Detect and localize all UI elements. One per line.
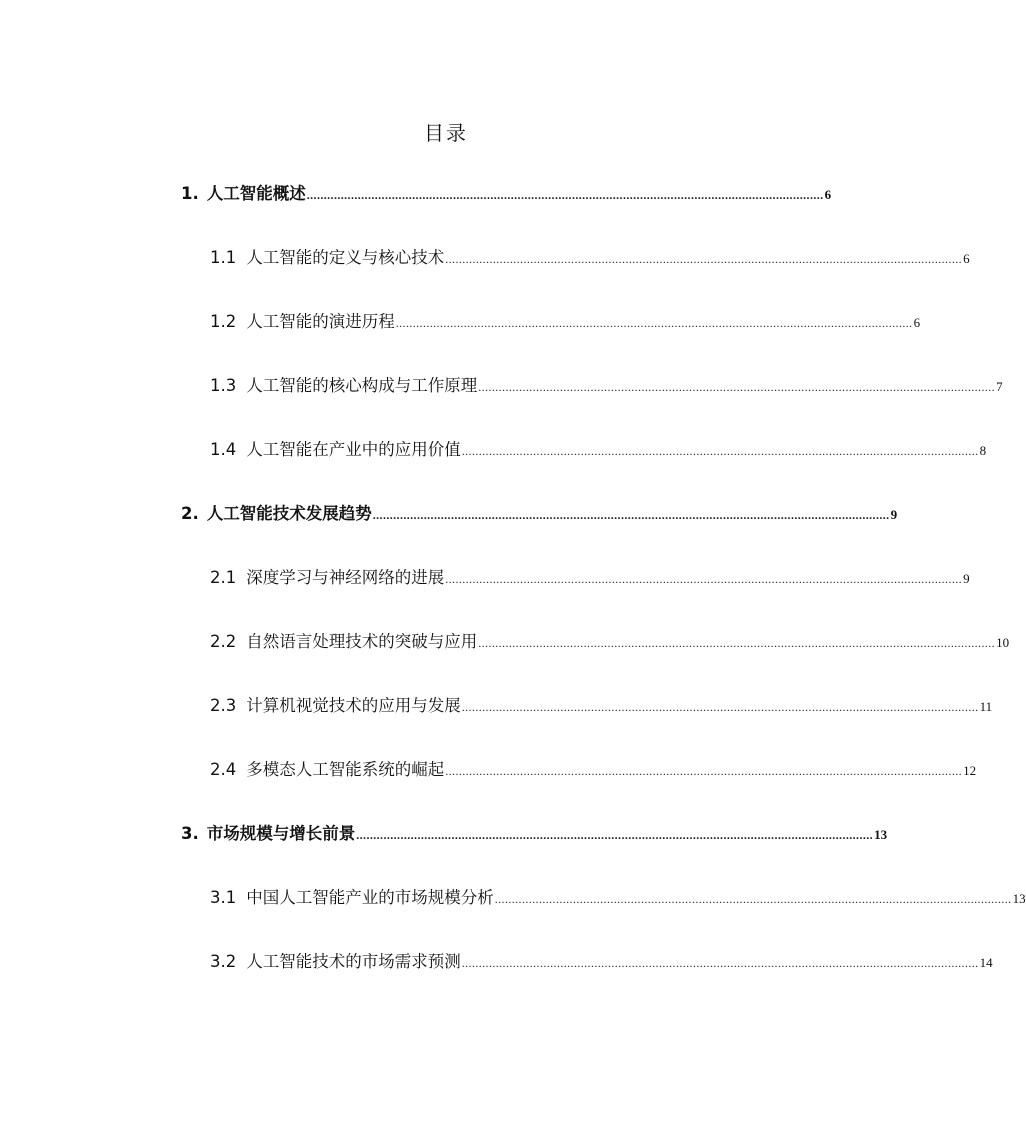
toc-entry-page: 10: [996, 635, 1010, 650]
toc-entry-2-4[interactable]: [210, 757, 977, 783]
toc-entry-1-3[interactable]: [210, 373, 1003, 399]
toc-entry-2-3[interactable]: [210, 693, 993, 719]
dot-leader: ........................................................................................................................................................: [356, 828, 874, 842]
toc-entry-number: 1.1: [210, 248, 237, 267]
toc-entry-3[interactable]: [181, 821, 888, 847]
toc-entry-title: 人工智能的演进历程: [246, 312, 395, 331]
page-title: 目录: [424, 121, 468, 145]
toc-entry-3-2[interactable]: [210, 949, 993, 975]
toc-entry-page: 9: [890, 507, 898, 522]
toc-entry-title: 计算机视觉技术的应用与发展: [246, 696, 461, 715]
toc-entry-number: 2.2: [210, 632, 237, 651]
toc-entry-page: 12: [963, 763, 977, 778]
toc-entry-number: 3.: [181, 824, 199, 843]
toc-entry-title: 人工智能概述: [206, 184, 306, 203]
toc-entry-number: 3.1: [210, 888, 237, 907]
toc-entry-number: 3.2: [210, 952, 237, 971]
dot-leader: ........................................................................................................................................................: [306, 188, 824, 202]
toc-entry-number: 1.3: [210, 376, 237, 395]
toc-entry-2-1[interactable]: [210, 565, 970, 591]
toc-entry-title: 多模态人工智能系统的崛起: [246, 760, 445, 779]
toc-entry-title: 人工智能的定义与核心技术: [246, 248, 445, 267]
toc-entry-page: 9: [963, 571, 970, 586]
toc-entry-title: 中国人工智能产业的市场规模分析: [246, 888, 494, 907]
toc-entry-number: 1.4: [210, 440, 237, 459]
toc-entry-page: 6: [963, 251, 970, 266]
toc-entry-page: 13: [1012, 891, 1026, 906]
toc-entry-title: 自然语言处理技术的突破与应用: [246, 632, 478, 651]
toc-entry-number: 1.: [181, 184, 199, 203]
toc-entry-1-1[interactable]: [210, 245, 970, 271]
toc-entry-number: 2.3: [210, 696, 237, 715]
toc-entry-page: 6: [824, 187, 832, 202]
dot-leader: ........................................................................................................................................................: [478, 380, 996, 394]
toc-entry-title: 人工智能的核心构成与工作原理: [246, 376, 478, 395]
dot-leader: ........................................................................................................................................................: [478, 636, 996, 650]
toc-entry-title: 人工智能在产业中的应用价值: [246, 440, 461, 459]
toc-entry-number: 2.4: [210, 760, 237, 779]
toc-entry-2[interactable]: [181, 501, 898, 527]
toc-entry-page: 8: [979, 443, 987, 458]
toc-entry-1-4[interactable]: [210, 437, 987, 463]
toc-entry-number: 1.2: [210, 312, 237, 331]
dot-leader: ........................................................................................................................................................: [372, 508, 890, 522]
dot-leader: ........................................................................................................................................................: [461, 444, 979, 458]
toc-entry-title: 人工智能技术的市场需求预测: [246, 952, 461, 971]
toc-entry-2-2[interactable]: [210, 629, 1010, 655]
toc-entry-page: 6: [913, 315, 921, 330]
dot-leader: ........................................................................................................................................................: [395, 316, 913, 330]
toc-entry-page: 14: [979, 955, 993, 970]
toc-entry-1[interactable]: [181, 181, 832, 207]
toc-entry-page: 11: [979, 699, 993, 714]
toc-entry-1-2[interactable]: [210, 309, 921, 335]
toc-entry-title: 市场规模与增长前景: [206, 824, 356, 843]
toc-entry-3-1[interactable]: [210, 885, 1026, 911]
dot-leader: ........................................................................................................................................................: [494, 892, 1012, 906]
toc-entry-number: 2.1: [210, 568, 237, 587]
toc-entry-number: 2.: [181, 504, 199, 523]
toc-entry-title: 深度学习与神经网络的进展: [246, 568, 445, 587]
dot-leader: ........................................................................................................................................................: [461, 956, 979, 970]
dot-leader: ........................................................................................................................................................: [445, 572, 963, 586]
toc-entry-page: 7: [996, 379, 1003, 394]
dot-leader: ........................................................................................................................................................: [445, 252, 963, 266]
toc-entry-title: 人工智能技术发展趋势: [206, 504, 372, 523]
dot-leader: ........................................................................................................................................................: [461, 700, 979, 714]
toc-entry-page: 13: [874, 827, 888, 842]
dot-leader: ........................................................................................................................................................: [445, 764, 963, 778]
